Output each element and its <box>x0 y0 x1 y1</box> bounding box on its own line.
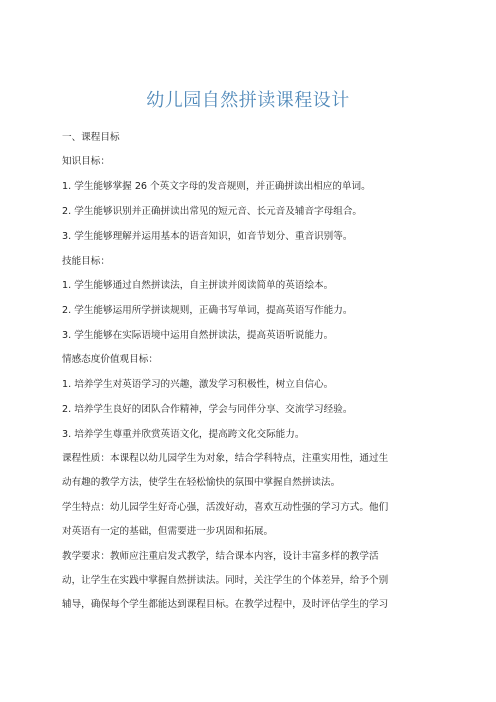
knowledge-goals-label: 知识目标： <box>62 156 110 167</box>
knowledge-goal-item: 3. 学生能够理解并运用基本的语音知识，如音节划分、重音识别等。 <box>62 231 353 242</box>
student-traits-line: 对英语有一定的基础，但需要进一步巩固和拓展。 <box>62 526 274 537</box>
section-heading: 一、课程目标 <box>62 132 120 143</box>
document-title: 幼儿园自然拼读课程设计 <box>146 90 350 111</box>
values-goals-label: 情感态度价值观目标： <box>62 354 158 365</box>
values-goal-item: 3. 培养学生尊重并欣赏英语文化，提高跨文化交际能力。 <box>62 429 305 440</box>
course-nature-line: 课程性质：本课程以幼儿园学生为对象，结合学科特点，注重实用性，通过生 <box>62 453 389 464</box>
values-goal-item: 2. 培养学生良好的团队合作精神，学会与同伴分享、交流学习经验。 <box>62 404 353 415</box>
knowledge-goal-item: 1. 学生能够掌握 26 个英文字母的发音规则，并正确拼读出相应的单词。 <box>62 181 371 192</box>
student-traits-line: 学生特点：幼儿园学生好奇心强，活泼好动，喜欢互动性强的学习方式。他们 <box>62 502 389 513</box>
teaching-requirements-line: 动，让学生在实践中掌握自然拼读法。同时，关注学生的个体差异，给予个别 <box>62 575 389 586</box>
values-goal-item: 1. 培养学生对英语学习的兴趣，激发学习积极性，树立自信心。 <box>62 379 334 390</box>
knowledge-goal-item: 2. 学生能够识别并正确拼读出常见的短元音、长元音及辅音字母组合。 <box>62 206 363 217</box>
course-nature-line: 动有趣的教学方法，使学生在轻松愉快的氛围中掌握自然拼读法。 <box>62 477 341 488</box>
teaching-requirements-line: 辅导，确保每个学生都能达到课程目标。在教学过程中，及时评估学生的学习 <box>62 599 389 610</box>
skill-goal-item: 1. 学生能够通过自然拼读法，自主拼读并阅读简单的英语绘本。 <box>62 280 334 291</box>
skill-goals-label: 技能目标： <box>62 256 110 267</box>
skill-goal-item: 2. 学生能够运用所学拼读规则，正确书写单词，提高英语写作能力。 <box>62 305 353 316</box>
teaching-requirements-line: 教学要求：教师应注重启发式教学，结合课本内容，设计丰富多样的教学活 <box>62 551 379 562</box>
skill-goal-item: 3. 学生能够在实际语境中运用自然拼读法，提高英语听说能力。 <box>62 330 334 341</box>
